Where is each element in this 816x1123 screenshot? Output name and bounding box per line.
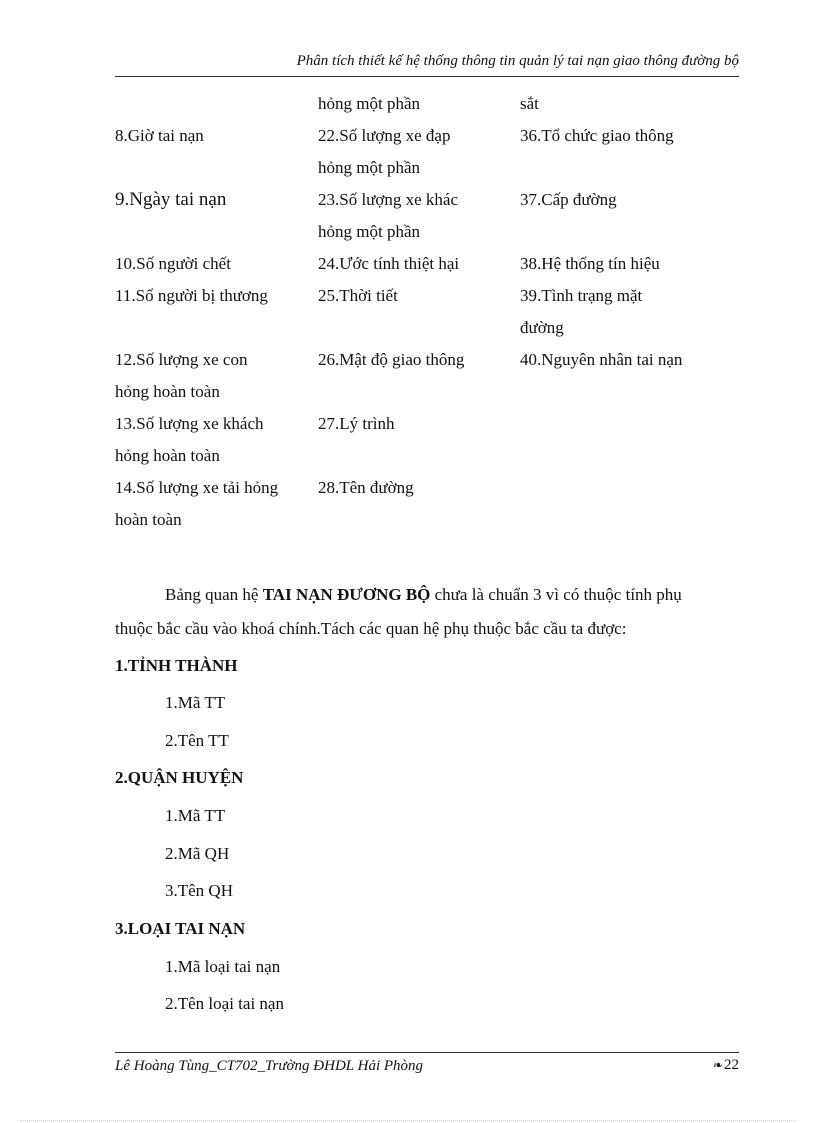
attribute-cell: hoàn toàn: [115, 510, 182, 529]
attribute-cell: 38.Hệ thống tín hiệu: [520, 254, 660, 273]
list-item: 2.Tên loại tai nạn: [165, 994, 284, 1013]
attribute-cell: hỏng một phần: [318, 94, 420, 113]
list-item: 1.Mã TT: [165, 693, 226, 712]
attribute-cell: 10.Số người chết: [115, 254, 231, 273]
attribute-cell: 40.Nguyên nhân tai nạn: [520, 350, 683, 369]
list-item: 3.Tên QH: [165, 881, 233, 900]
attribute-cell: 22.Số lượng xe đạp: [318, 126, 451, 145]
attribute-cell: 9.Ngày tai nạn: [115, 189, 227, 210]
list-item: 2.Tên TT: [165, 731, 229, 750]
attribute-cell: 13.Số lượng xe khách: [115, 414, 264, 433]
attribute-cell: 24.Ước tính thiệt hại: [318, 254, 460, 273]
page-header: [115, 52, 739, 77]
attribute-cell: đường: [520, 318, 564, 337]
section-heading: 2.QUẬN HUYỆN: [115, 768, 244, 787]
section-heading: 1.TỈNH THÀNH: [115, 656, 238, 675]
list-item: 2.Mã QH: [165, 844, 230, 863]
page-number-icon: ❧: [712, 1058, 723, 1072]
attribute-cell: hỏng hoàn toàn: [115, 446, 220, 465]
attribute-cell: 36.Tổ chức giao thông: [520, 126, 674, 145]
paragraph-text: Bảng quan hệ: [165, 585, 263, 604]
attribute-cell: 23.Số lượng xe khác: [318, 190, 459, 209]
section-heading: 3.LOẠI TAI NẠN: [115, 919, 246, 938]
page-footer: [115, 1052, 739, 1074]
page-edge-divider: [20, 1120, 796, 1121]
attribute-cell: 11.Số người bị thương: [115, 286, 268, 305]
attribute-cell: 12.Số lượng xe con: [115, 350, 248, 369]
list-item: 1.Mã loại tai nạn: [165, 957, 281, 976]
attribute-cell: 37.Cấp đường: [520, 190, 617, 209]
page-number-value: 22: [724, 1057, 739, 1073]
attribute-cell: 8.Giờ tai nạn: [115, 126, 204, 145]
attribute-cell: sắt: [520, 94, 539, 113]
attribute-cell: 39.Tình trạng mặt: [520, 286, 643, 305]
list-item: 1.Mã TT: [165, 806, 226, 825]
attribute-cell: hỏng hoàn toàn: [115, 382, 220, 401]
paragraph-text: chưa là chuẩn 3 vì có thuộc tính phụ thuộc bắc cầu vào khoá chính.Tách các quan hệ phụ thuộc bắc cầu ta được:: [115, 585, 682, 638]
header-title: Phân tích thiết kế hệ thống thông tin quản lý tai nạn giao thông đường bộ: [296, 53, 739, 69]
attribute-cell: 27.Lý trình: [318, 414, 395, 433]
attribute-cell: 26.Mật độ giao thông: [318, 350, 465, 369]
page-number: [713, 1057, 739, 1074]
explanation-paragraph: [115, 578, 719, 646]
attribute-cell: 25.Thời tiết: [318, 286, 398, 305]
footer-author: Lê Hoàng Tùng_CT702_Trường ĐHDL Hải Phòng: [115, 1058, 424, 1074]
attribute-cell: 14.Số lượng xe tải hỏng: [115, 478, 279, 497]
attribute-cell: 28.Tên đường: [318, 478, 414, 497]
relation-name: TAI NẠN ĐƯƠNG BỘ: [262, 585, 431, 604]
attribute-cell: hỏng một phần: [318, 222, 420, 241]
attribute-cell: hỏng một phần: [318, 158, 420, 177]
